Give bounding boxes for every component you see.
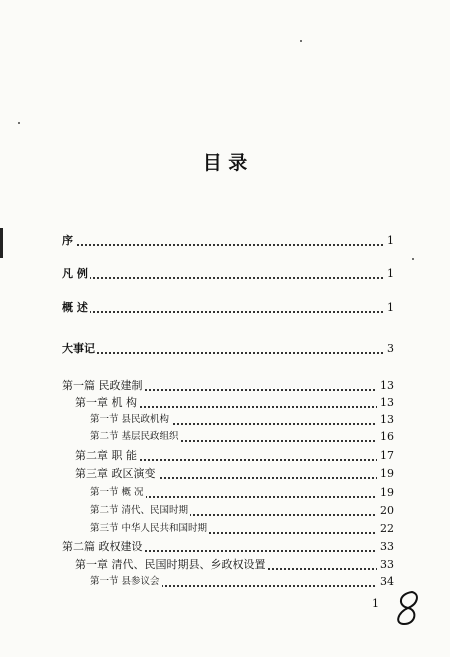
toc-entry <box>0 428 450 446</box>
scan-speck <box>412 258 414 260</box>
toc-entry-page: 3 <box>384 340 394 358</box>
toc-entry-label: 第一节 县参议会 <box>90 573 162 591</box>
toc-entry-page: 20 <box>377 502 394 520</box>
toc-entry-label: 第一章 机 构 <box>75 394 139 412</box>
toc-entry-page: 33 <box>377 556 394 574</box>
toc-entry-page: 33 <box>377 538 394 556</box>
toc-entry-label: 第二章 职 能 <box>75 447 139 465</box>
toc-title: 目 录 <box>202 152 248 174</box>
toc-entry-page: 17 <box>377 447 394 465</box>
toc-entry <box>0 340 450 358</box>
toc-entry-page: 19 <box>377 465 394 483</box>
dot-leader <box>62 244 390 246</box>
toc-entry <box>0 394 450 412</box>
toc-entry <box>0 538 450 556</box>
toc-entry-label: 第二篇 政权建设 <box>62 538 145 556</box>
toc-entry-label: 凡 例 <box>62 265 90 283</box>
toc-entry-label: 第一节 县民政机构 <box>90 411 171 429</box>
toc-entry-label: 第二节 基层民政组织 <box>90 428 181 446</box>
toc-entry-page: 16 <box>377 428 394 446</box>
scan-speck <box>300 40 302 42</box>
dot-leader <box>62 277 390 279</box>
toc-entry <box>0 377 450 395</box>
toc-entry-label: 概 述 <box>62 299 90 317</box>
toc-entry-page: 19 <box>377 484 394 502</box>
page-number: 1 <box>372 597 379 610</box>
toc-entry <box>0 573 450 591</box>
toc-entry-label: 序 <box>62 232 75 250</box>
toc-entry <box>0 502 450 520</box>
toc-entry-label: 第一篇 民政建制 <box>62 377 145 395</box>
toc-entry <box>0 265 450 283</box>
dot-leader <box>62 311 390 313</box>
toc-entry-page: 1 <box>384 265 394 283</box>
toc-entry-page: 22 <box>377 520 394 538</box>
scan-speck <box>18 122 20 124</box>
toc-entry-page: 13 <box>377 411 394 429</box>
toc-entry <box>0 465 450 483</box>
toc-entry-page: 13 <box>377 394 394 412</box>
toc-entry-page: 1 <box>384 299 394 317</box>
toc-entry-label: 第一节 概 况 <box>90 484 146 502</box>
toc-entry <box>0 447 450 465</box>
toc-entry-label: 第一章 清代、民国时期县、乡政权设置 <box>75 556 268 574</box>
toc-entry <box>0 411 450 429</box>
toc-entry <box>0 484 450 502</box>
toc-entry-page: 34 <box>377 573 394 591</box>
toc-entry <box>0 299 450 317</box>
toc-entry-label: 第二节 清代、民国时期 <box>90 502 190 520</box>
toc-entry <box>0 556 450 574</box>
toc-entry-page: 13 <box>377 377 394 395</box>
toc-entry-label: 第三节 中华人民共和国时期 <box>90 520 209 538</box>
toc-entry-label: 第三章 政区演变 <box>75 465 158 483</box>
toc-entry <box>0 232 450 250</box>
handwritten-mark <box>392 588 422 628</box>
toc-entry-label: 大事记 <box>62 340 97 358</box>
toc-entry-page: 1 <box>384 232 394 250</box>
toc-entry <box>0 520 450 538</box>
dot-leader <box>62 352 390 354</box>
